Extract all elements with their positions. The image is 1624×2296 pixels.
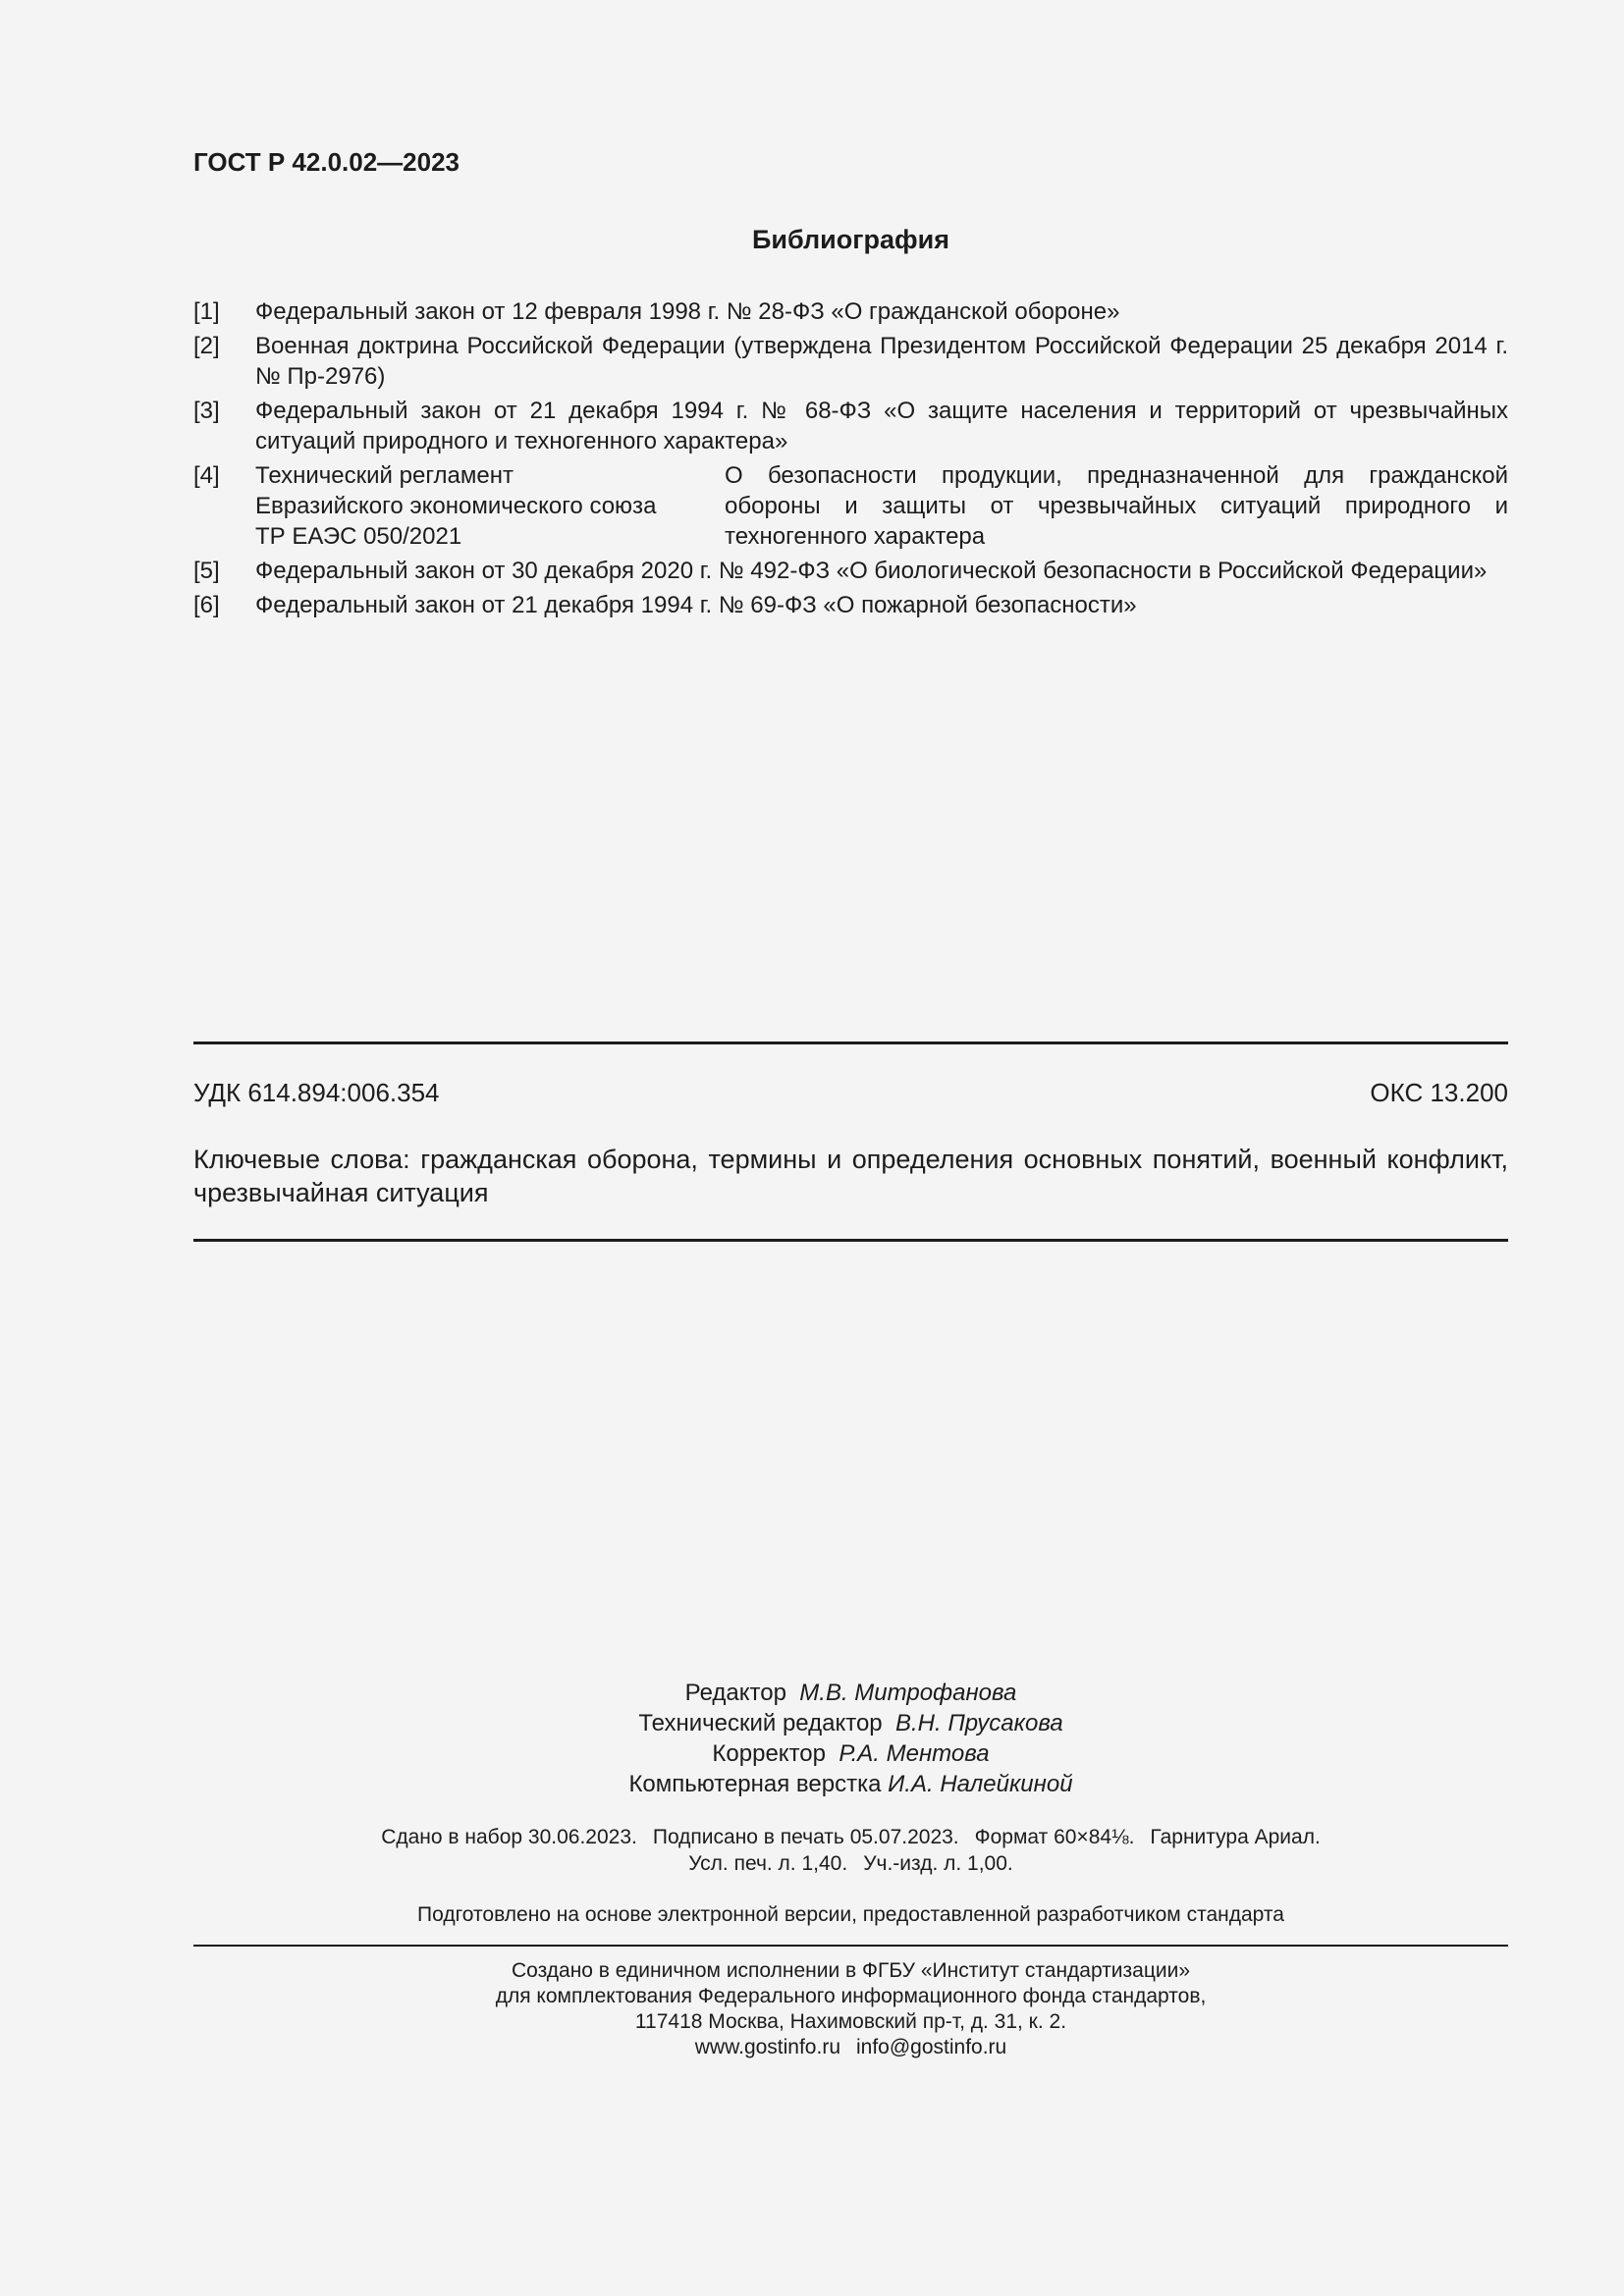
divider-footer: [193, 1945, 1508, 1947]
bibliography-item: [193, 396, 1508, 456]
divider-bottom: [193, 1239, 1508, 1242]
bibliography-item: [193, 590, 1508, 620]
proofreader-line: Корректор Р.А. Ментова: [712, 1740, 990, 1767]
bibliography-item: [193, 556, 1508, 586]
bibliography-number: [6]: [193, 592, 220, 618]
prepared-note: Подготовлено на основе электронной версии, предоставленной разработчиком стандарта: [417, 1903, 1284, 1926]
bibliography-text: Федеральный закон от 12 февраля 1998 г. № 28-ФЗ «О гражданской обороне»: [255, 298, 1120, 325]
editor-line: Редактор М.В. Митрофанова: [684, 1680, 1017, 1706]
bibliography-number: [3]: [193, 398, 220, 424]
bibliography-number: [4]: [193, 462, 220, 489]
bibliography-text: Военная доктрина Российской Федерации (утверждена Президентом Российской Федерации 25 декабря 2014 г. № Пр-2976): [255, 333, 1508, 390]
bibliography-number: [1]: [193, 298, 220, 325]
bibliography-list: [193, 296, 1508, 624]
regulation-designation: Технический регламент Евразийского экономического союза ТР ЕАЭС 050/2021: [255, 462, 657, 550]
bibliography-text: Федеральный закон от 30 декабря 2020 г. № 492-ФЗ «О биологической безопасности в Российской Федерации»: [255, 558, 1488, 584]
bibliography-title: Библиография: [752, 225, 949, 254]
email-link[interactable]: info@gostinfo.ru: [856, 2036, 1007, 2058]
bibliography-text: Федеральный закон от 21 декабря 1994 г. № 68-ФЗ «О защите населения и территорий от чрезвычайных ситуаций природного и техногенного характера»: [255, 398, 1508, 454]
editorial-staff: [193, 1678, 1508, 1799]
bibliography-item: [193, 331, 1508, 392]
regulation-title: О безопасности продукции, предназначенной для гражданской обороны и защиты от чрезвычайных ситуаций природного и техногенного характера: [725, 462, 1508, 550]
publisher-footer: Создано в единичном исполнении в ФГБУ «Институт стандартизации» для комплектования Федерального информационного фонда стандартов, 117418 Москва, Нахимовский пр-т, д. 31, к. 2. www.gostinfo.ru info@gostinfo.ru: [495, 1959, 1207, 2058]
website-link[interactable]: www.gostinfo.ru: [694, 2036, 840, 2058]
bibliography-number: [5]: [193, 558, 220, 584]
divider-top: [193, 1041, 1508, 1044]
udk-code: УДК 614.894:006.354: [193, 1078, 440, 1107]
tech-editor-line: Технический редактор В.Н. Прусакова: [638, 1710, 1063, 1736]
oks-code: ОКС 13.200: [1370, 1078, 1508, 1107]
bibliography-item: [193, 460, 1508, 552]
keywords: Ключевые слова: гражданская оборона, термины и определения основных понятий, военный конфликт, чрезвычайная ситуация: [193, 1145, 1508, 1207]
classification-row: [193, 1078, 1508, 1108]
bibliography-item: [193, 296, 1508, 327]
bibliography-text: Федеральный закон от 21 декабря 1994 г. № 69-ФЗ «О пожарной безопасности»: [255, 592, 1137, 618]
layout-line: Компьютерная верстка И.А. Налейкиной: [628, 1771, 1073, 1797]
bibliography-number: [2]: [193, 333, 220, 359]
print-details: Сдано в набор 30.06.2023. Подписано в печать 05.07.2023. Формат 60×84⅛. Гарнитура Ариал. Усл. печ. л. 1,40. Уч.-изд. л. 1,00.: [381, 1826, 1321, 1875]
document-code: ГОСТ Р 42.0.02—2023: [193, 147, 460, 177]
